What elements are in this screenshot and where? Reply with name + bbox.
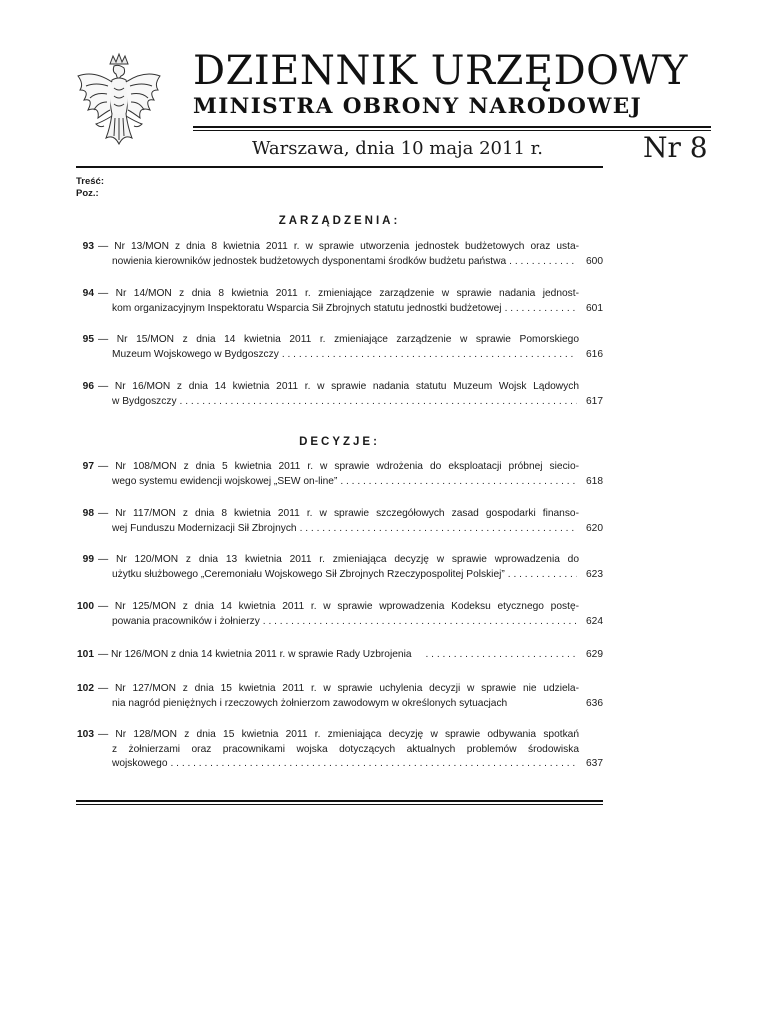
entry-title-line: — Nr 14/MON z dnia 8 kwietnia 2011 r. zmieniające zarządzenie w sprawie nadania jednost- <box>98 288 579 299</box>
issue-date: Warszawa, dnia 10 maja 2011 r. <box>252 138 543 159</box>
footer-rule <box>76 800 603 802</box>
entry-page-number: 600 <box>586 255 603 267</box>
entry-title-line: — Nr 128/MON z dnia 15 kwietnia 2011 r. zmieniająca decyzję w sprawie odbywania spotkań <box>98 729 579 740</box>
entry-page-number: 616 <box>586 348 603 360</box>
dot-leader <box>300 522 577 537</box>
toc-entry[interactable] <box>76 333 603 362</box>
entry-title-line: — Nr 16/MON z dnia 14 kwietnia 2011 r. w sprawie nadania statutu Muzeum Wojsk Lądowych <box>98 381 579 392</box>
entry-title-line: wej Funduszu Modernizacji Sił Zbrojnych <box>112 522 297 534</box>
entry-page-number: 637 <box>586 758 603 769</box>
entry-number: 95 <box>82 334 94 345</box>
entry-page-number: 636 <box>586 697 603 709</box>
dot-leader <box>171 757 578 772</box>
entry-page-number: 618 <box>586 475 603 487</box>
date-rule <box>76 166 603 168</box>
entry-title-line: kom organizacyjnym Inspektoratu Wsparcia Sił Zbrojnych statutu jednostki budżetowej <box>112 302 502 314</box>
entry-number: 103 <box>77 729 94 740</box>
entry-page-number: 629 <box>586 649 603 660</box>
toc-entry[interactable] <box>76 600 603 629</box>
header-rule <box>193 126 711 128</box>
dot-leader <box>180 395 577 410</box>
contents-label: Treść: <box>76 176 104 187</box>
section-heading-zarzadzenia: ZARZĄDZENIA: <box>278 215 401 227</box>
entry-title-line: Muzeum Wojskowego w Bydgoszczy <box>112 348 279 360</box>
entry-title-line: wojskowego <box>112 758 168 769</box>
entry-page-number: 617 <box>586 395 603 407</box>
entry-title-line: wego systemu ewidencji wojskowej „SEW on-line” <box>112 475 338 487</box>
dot-leader <box>263 615 577 630</box>
entry-number: 99 <box>82 554 94 565</box>
toc-entry[interactable] <box>76 380 603 409</box>
white-eagle-emblem-icon <box>74 52 164 152</box>
entry-title-line: — Nr 127/MON z dnia 15 kwietnia 2011 r. w sprawie uchylenia decyzji w sprawie nie udziela- <box>98 683 579 694</box>
header-rule-thin <box>193 130 711 131</box>
entry-title-line: — Nr 120/MON z dnia 13 kwietnia 2011 r. zmieniająca decyzję w sprawie wprowadzenia do <box>98 554 579 565</box>
entry-number: 100 <box>77 601 94 612</box>
entry-number: 101 <box>77 649 94 660</box>
entry-title-line: — Nr 125/MON z dnia 14 kwietnia 2011 r. w sprawie wprowadzenia Kodeksu etycznego postę- <box>98 601 579 612</box>
dot-leader <box>505 302 577 317</box>
entry-number: 98 <box>82 508 94 519</box>
toc-entry[interactable] <box>76 507 603 536</box>
issue-number: Nr 8 <box>643 131 708 164</box>
dot-leader <box>426 648 578 663</box>
entry-title-line: — Nr 117/MON z dnia 8 kwietnia 2011 r. w sprawie szczegółowych zasad gospodarki finanso- <box>98 508 579 519</box>
toc-entry[interactable] <box>76 460 603 489</box>
entry-page-number: 624 <box>586 615 603 627</box>
entry-title-line: nia nagród pieniężnych i rzeczowych żołnierzom zawodowym w określonych sytuacjach <box>112 697 508 709</box>
entry-title-line: — Nr 13/MON z dnia 8 kwietnia 2011 r. w sprawie utworzenia jednostek budżetowych oraz usta- <box>98 241 579 252</box>
dot-leader <box>340 475 577 490</box>
dot-leader <box>509 255 577 270</box>
footer-rule-thin <box>76 804 603 805</box>
entry-title-line: — Nr 126/MON z dnia 14 kwietnia 2011 r. w sprawie Rady Uzbrojenia <box>98 649 412 660</box>
dot-leader <box>508 568 577 583</box>
item-label: Poz.: <box>76 188 99 199</box>
entry-title-line: powania pracowników i żołnierzy <box>112 615 260 627</box>
entry-title-line: — Nr 15/MON z dnia 14 kwietnia 2011 r. zmieniające zarządzenie w sprawie Pomorskiego <box>98 334 579 345</box>
entry-page-number: 623 <box>586 568 603 580</box>
toc-entry[interactable] <box>76 287 603 316</box>
entry-title-line: — Nr 108/MON z dnia 5 kwietnia 2011 r. w sprawie wdrożenia do eksploatacji próbnej siecio- <box>98 461 579 472</box>
toc-entry[interactable] <box>76 240 603 269</box>
entry-number: 93 <box>82 241 94 252</box>
toc-entry[interactable] <box>76 728 603 772</box>
entry-number: 97 <box>82 461 94 472</box>
toc-entry[interactable] <box>76 648 603 663</box>
entry-number: 94 <box>82 288 94 299</box>
section-heading-decyzje: DECYZJE: <box>299 436 380 448</box>
entry-number: 102 <box>77 683 94 694</box>
dot-leader <box>282 348 577 363</box>
entry-page-number: 620 <box>586 522 603 534</box>
entry-title-line: nowienia kierowników jednostek budżetowych dysponentami środków budżetu państwa <box>112 255 507 267</box>
toc-entry[interactable] <box>76 553 603 582</box>
entry-title-line: użytku służbowego „Ceremoniału Wojskowego Sił Zbrojnych Rzeczypospolitej Polskiej” <box>112 568 505 580</box>
toc-entry[interactable] <box>76 682 603 711</box>
journal-subtitle: MINISTRA OBRONY NARODOWEJ <box>193 94 643 119</box>
journal-title: DZIENNIK URZĘDOWY <box>193 48 688 94</box>
entry-title-line: z żołnierzami oraz pracownikami wojska dotyczących aktualnych problemów środowiska <box>112 743 579 755</box>
entry-page-number: 601 <box>586 302 603 314</box>
entry-number: 96 <box>82 381 94 392</box>
entry-title-line: w Bydgoszczy <box>112 395 177 407</box>
